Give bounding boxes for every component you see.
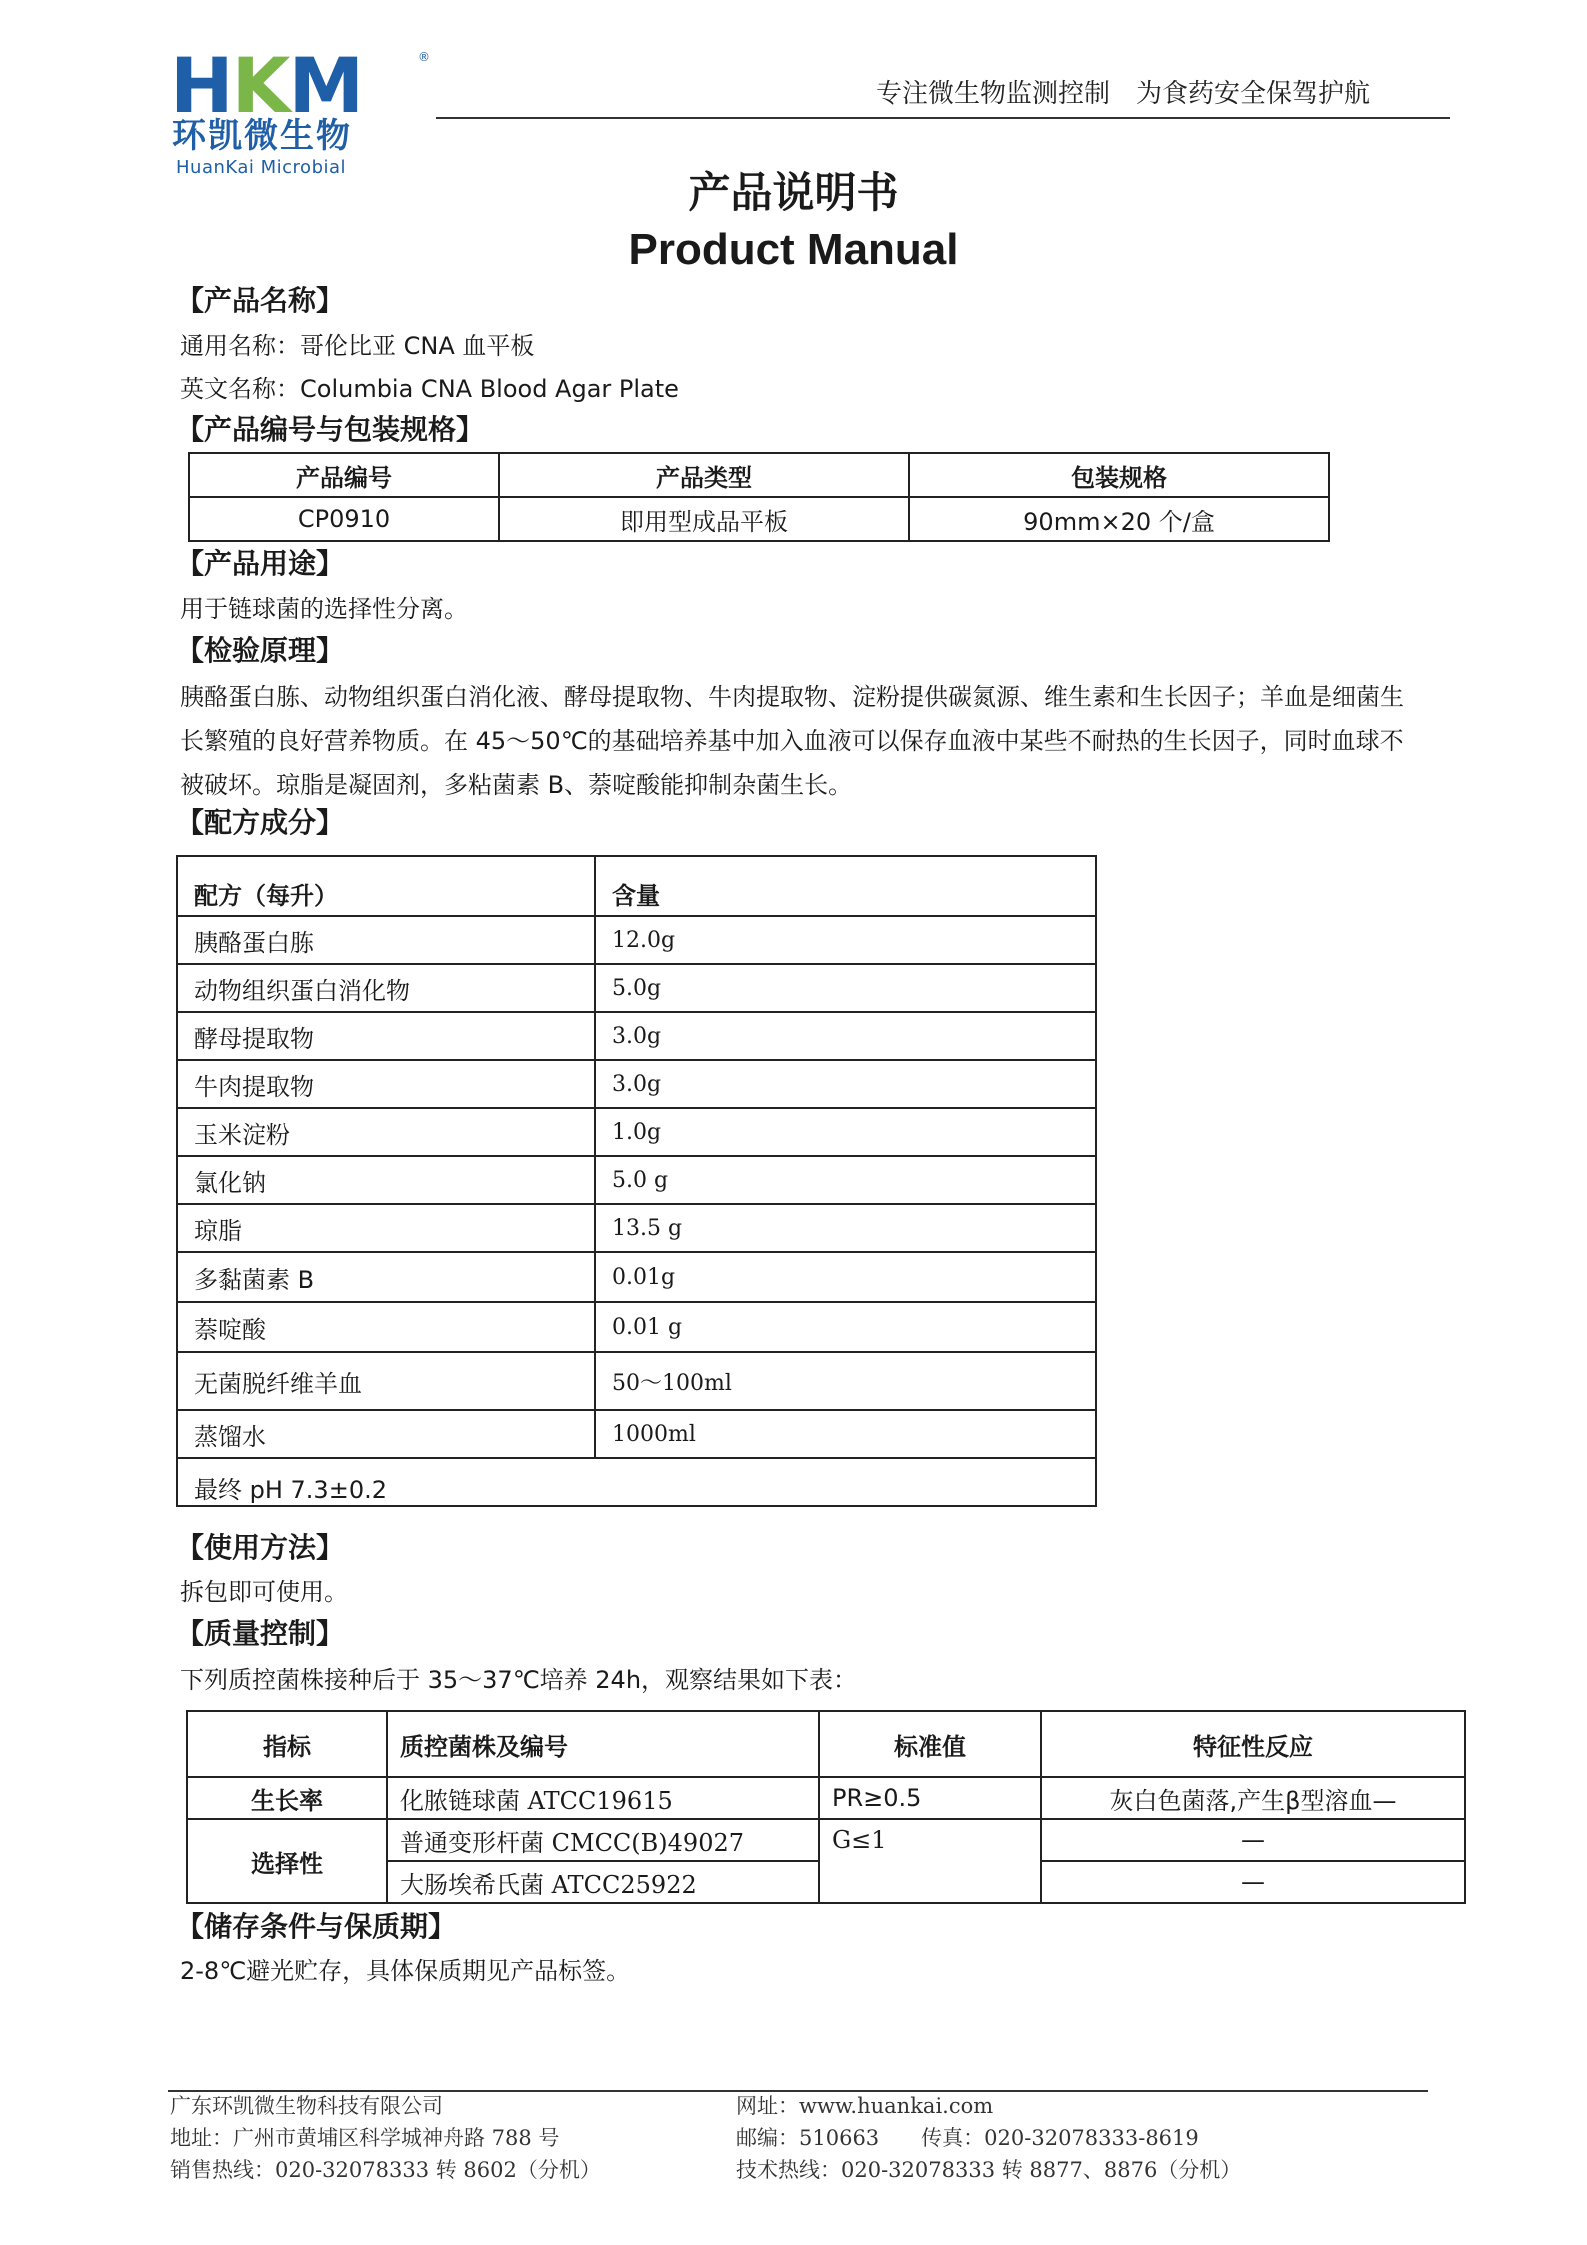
formula-table bbox=[176, 855, 1097, 1507]
growth-rate-label: 生长率 bbox=[187, 1777, 387, 1819]
table-row bbox=[177, 1252, 1096, 1302]
selectivity-reaction: — bbox=[1041, 1861, 1465, 1903]
spec-header-code: 产品编号 bbox=[189, 453, 499, 497]
ingredient-amount: 12.0g bbox=[595, 916, 1096, 964]
ingredient-amount: 0.01g bbox=[595, 1252, 1096, 1302]
spec-header-package: 包装规格 bbox=[909, 453, 1329, 497]
table-row bbox=[177, 1302, 1096, 1352]
ingredient-name: 无菌脱纤维羊血 bbox=[177, 1352, 595, 1410]
ingredient-name: 玉米淀粉 bbox=[177, 1108, 595, 1156]
table-row bbox=[177, 1156, 1096, 1204]
selectivity-standard: G≤1 bbox=[819, 1819, 1041, 1903]
spec-header-type: 产品类型 bbox=[499, 453, 909, 497]
formula-table-header bbox=[177, 856, 1096, 916]
ingredient-amount: 50～100ml bbox=[595, 1352, 1096, 1410]
qc-header-reaction: 特征性反应 bbox=[1041, 1711, 1465, 1777]
ingredient-name: 萘啶酸 bbox=[177, 1302, 595, 1352]
ingredient-name: 酵母提取物 bbox=[177, 1012, 595, 1060]
spec-table-row bbox=[189, 497, 1329, 541]
final-ph: 最终 pH 7.3±0.2 bbox=[177, 1458, 1096, 1506]
qc-row-selectivity bbox=[187, 1819, 1465, 1861]
ingredient-amount: 0.01 g bbox=[595, 1302, 1096, 1352]
table-row bbox=[177, 1108, 1096, 1156]
logo-chinese-name: 环凯微生物 bbox=[172, 116, 352, 156]
logo-mark: HKM bbox=[170, 41, 363, 130]
ingredient-amount: 5.0g bbox=[595, 964, 1096, 1012]
ingredient-amount: 1.0g bbox=[595, 1108, 1096, 1156]
qc-header-strain: 质控菌株及编号 bbox=[387, 1711, 819, 1777]
footer-postcode-fax: 邮编：510663 传真：020-32078333-8619 bbox=[736, 2126, 1199, 2150]
ingredient-name: 琼脂 bbox=[177, 1204, 595, 1252]
footer-tech-hotline: 技术热线：020-32078333 转 8877、8876（分机） bbox=[736, 2158, 1242, 2182]
qc-header-standard: 标准值 bbox=[819, 1711, 1041, 1777]
product-code: CP0910 bbox=[189, 497, 499, 541]
growth-strain: 化脓链球菌 ATCC19615 bbox=[387, 1777, 819, 1819]
header-divider bbox=[436, 117, 1450, 119]
table-row bbox=[177, 1204, 1096, 1252]
table-row bbox=[177, 916, 1096, 964]
ingredient-name: 蒸馏水 bbox=[177, 1410, 595, 1458]
selectivity-reaction: — bbox=[1041, 1819, 1465, 1861]
section-heading-principle: 【检验原理】 bbox=[176, 634, 345, 667]
section-heading-formula: 【配方成分】 bbox=[176, 806, 345, 839]
spec-table-header bbox=[189, 453, 1329, 497]
section-heading-use: 【产品用途】 bbox=[176, 547, 345, 580]
footer-sales-hotline: 销售热线：020-32078333 转 8602（分机） bbox=[170, 2158, 601, 2182]
qc-header-indicator: 指标 bbox=[187, 1711, 387, 1777]
storage-text: 2-8℃避光贮存，具体保质期见产品标签。 bbox=[180, 1957, 631, 1985]
formula-header-ingredient: 配方（每升） bbox=[177, 856, 595, 916]
qc-table bbox=[186, 1710, 1466, 1904]
ingredient-amount: 3.0g bbox=[595, 1012, 1096, 1060]
selectivity-strain: 普通变形杆菌 CMCC(B)49027 bbox=[387, 1819, 819, 1861]
common-name: 通用名称：哥伦比亚 CNA 血平板 bbox=[180, 332, 535, 360]
usage-text: 拆包即可使用。 bbox=[180, 1578, 348, 1606]
ingredient-name: 牛肉提取物 bbox=[177, 1060, 595, 1108]
section-heading-qc: 【质量控制】 bbox=[176, 1617, 345, 1650]
footer-company: 广东环凯微生物科技有限公司 bbox=[170, 2094, 443, 2118]
registered-mark: ® bbox=[418, 50, 430, 64]
qc-row-growth bbox=[187, 1777, 1465, 1819]
growth-reaction: 灰白色菌落,产生β型溶血— bbox=[1041, 1777, 1465, 1819]
footer-address: 地址：广州市黄埔区科学城神舟路 788 号 bbox=[170, 2126, 560, 2150]
page-title-cn: 产品说明书 bbox=[688, 168, 899, 217]
ingredient-amount: 5.0 g bbox=[595, 1156, 1096, 1204]
table-row bbox=[177, 964, 1096, 1012]
formula-header-amount: 含量 bbox=[595, 856, 1096, 916]
selectivity-strain: 大肠埃希氏菌 ATCC25922 bbox=[387, 1861, 819, 1903]
section-heading-storage: 【储存条件与保质期】 bbox=[176, 1910, 457, 1943]
section-heading-spec: 【产品编号与包装规格】 bbox=[176, 413, 485, 446]
formula-ph-row bbox=[177, 1458, 1096, 1506]
ingredient-name: 氯化钠 bbox=[177, 1156, 595, 1204]
page-title-en: Product Manual bbox=[628, 225, 959, 274]
growth-standard: PR≥0.5 bbox=[819, 1777, 1041, 1819]
footer-website[interactable]: 网址：www.huankai.com bbox=[736, 2094, 994, 2118]
english-name: 英文名称：Columbia CNA Blood Agar Plate bbox=[180, 375, 679, 403]
use-text: 用于链球菌的选择性分离。 bbox=[180, 595, 468, 623]
section-heading-usage: 【使用方法】 bbox=[176, 1531, 345, 1564]
table-row bbox=[177, 1410, 1096, 1458]
ingredient-amount: 13.5 g bbox=[595, 1204, 1096, 1252]
product-type: 即用型成品平板 bbox=[499, 497, 909, 541]
ingredient-amount: 1000ml bbox=[595, 1410, 1096, 1458]
table-row bbox=[177, 1060, 1096, 1108]
ingredient-name: 多黏菌素 B bbox=[177, 1252, 595, 1302]
table-row bbox=[177, 1352, 1096, 1410]
selectivity-label: 选择性 bbox=[187, 1819, 387, 1903]
company-logo bbox=[170, 41, 450, 178]
ingredient-name: 胰酪蛋白胨 bbox=[177, 916, 595, 964]
section-heading-name: 【产品名称】 bbox=[176, 284, 345, 317]
principle-text: 胰酪蛋白胨、动物组织蛋白消化液、酵母提取物、牛肉提取物、淀粉提供碳氮源、维生素和生长因子；羊血是细菌生长繁殖的良好营养物质。在 45～50℃的基础培养基中加入血液可以保存血液中某些不耐热的生长因子，同时血球不被破坏。琼脂是凝固剂，多粘菌素 B、萘啶酸能抑制杂菌生长。 bbox=[180, 683, 1404, 799]
header-slogan: 专注微生物监测控制 为食药安全保驾护航 bbox=[876, 79, 1371, 109]
logo-english-name: HuanKai Microbial bbox=[176, 157, 347, 178]
ingredient-amount: 3.0g bbox=[595, 1060, 1096, 1108]
ingredient-name: 动物组织蛋白消化物 bbox=[177, 964, 595, 1012]
table-row bbox=[177, 1012, 1096, 1060]
qc-table-header bbox=[187, 1711, 1465, 1777]
spec-table bbox=[188, 452, 1330, 542]
package-spec: 90mm×20 个/盒 bbox=[909, 497, 1329, 541]
qc-intro: 下列质控菌株接种后于 35～37℃培养 24h，观察结果如下表： bbox=[180, 1666, 858, 1694]
